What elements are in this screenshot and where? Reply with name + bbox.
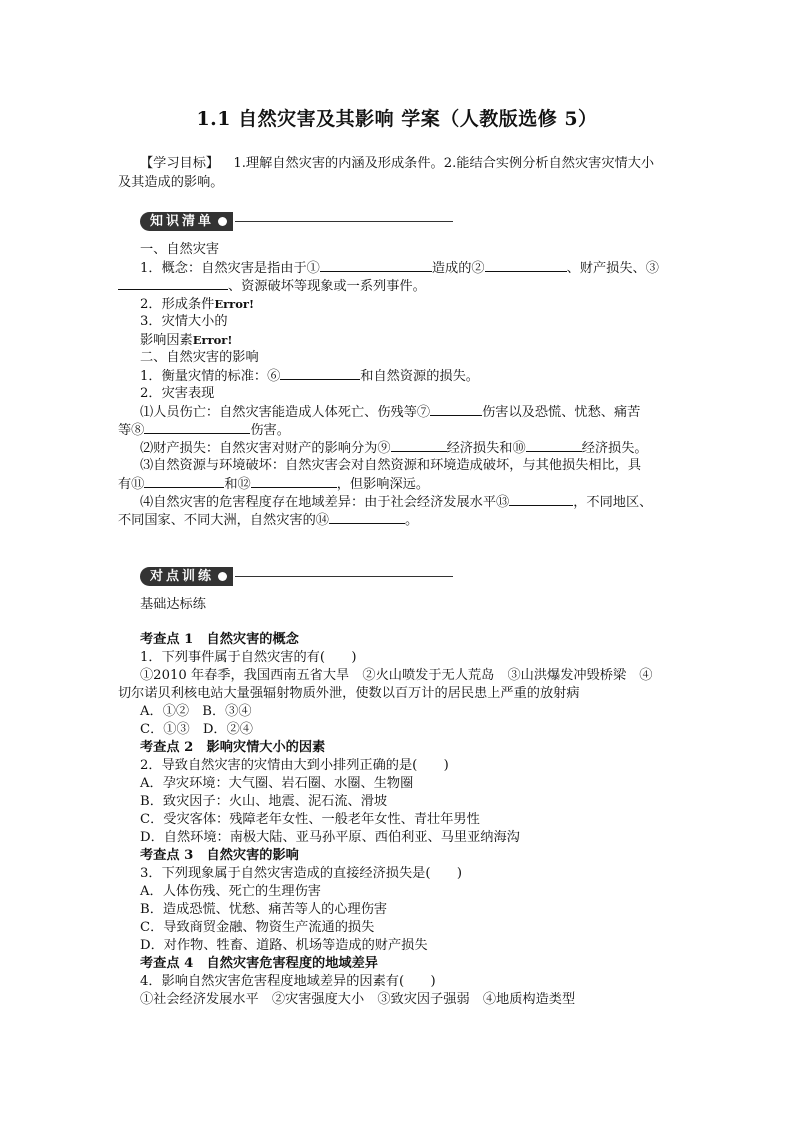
blank-12 [251, 475, 337, 488]
objectives-text-1: 1.理解自然灾害的内涵及形成条件。2.能结合实例分析自然灾害灾情大小 [233, 156, 655, 171]
blank-2 [485, 259, 567, 272]
concept-line-2: 、资源破坏等现象或一系列事件。 [118, 277, 688, 296]
heading-disaster-impact: 二、自然灾害的影响 [140, 350, 259, 365]
question-4: 4．影响自然灾害危害程度地域差异的因素有( ) [140, 974, 436, 989]
question-3-choice-b: B．造成恐慌、忧愁、痛苦等人的心理伤害 [140, 902, 388, 917]
blank-10 [526, 439, 582, 452]
question-1-options-line-1: ①2010 年春季，我国西南五省大旱 ②火山喷发于无人荒岛 ③山洪爆发冲毁桥梁 ④ [140, 668, 653, 683]
disaster-manifestation: 2．灾害表现 [140, 386, 215, 401]
checkpoint-1: 考查点 1 自然灾害的概念 [140, 632, 299, 647]
blank-13 [509, 493, 573, 506]
section-divider [235, 221, 453, 222]
blank-7 [430, 403, 482, 416]
heading-natural-disaster: 一、自然灾害 [140, 242, 220, 257]
objectives-label: 【学习目标】 [140, 156, 220, 171]
concept-line-1: 1．概念：自然灾害是指由于① 造成的② 、财产损失、③ [140, 261, 659, 276]
measure-standard-line: 1．衡量灾情的标准：⑥ 和自然资源的损失。 [140, 369, 479, 384]
formation-conditions: 2．形成条件Error! [140, 297, 254, 312]
section-header-practice [140, 566, 453, 586]
question-3-choice-d: D．对作物、牲畜、道路、机场等造成的财产损失 [140, 938, 428, 953]
disaster-factors-line-1: 3．灾情大小的 [140, 314, 228, 329]
regional-difference-line-1: ⑷自然灾害的危害程度存在地域差异：由于社会经济发展水平⑬ ，不同地区、 [140, 495, 653, 510]
blank-6 [280, 367, 360, 380]
error-text: Error! [192, 333, 233, 347]
error-text: Error! [214, 297, 254, 311]
casualties-line-1: ⑴人员伤亡：自然灾害能造成人体死亡、伤残等⑦ 伤害以及恐慌、忧愁、痛苦 [140, 405, 641, 420]
bullet-dot-icon [218, 572, 227, 581]
question-3-choice-c: C．导致商贸金融、物资生产流通的损失 [140, 920, 375, 935]
question-1-choices-cd: C．①③ D．②④ [140, 722, 253, 737]
section-title-practice: 对点训练 [150, 568, 215, 584]
blank-9 [391, 439, 447, 452]
question-2-choice-c: C．受灾客体：残障老年女性、一般老年女性、青壮年男性 [140, 812, 480, 827]
section-divider [235, 576, 453, 577]
blank-1 [320, 259, 432, 272]
property-loss-line: ⑵财产损失：自然灾害对财产的影响分为⑨ 经济损失和⑩ 经济损失。 [140, 441, 648, 456]
checkpoint-4: 考查点 4 自然灾害危害程度的地域差异 [140, 956, 378, 971]
question-3: 3．下列现象属于自然灾害造成的直接经济损失是( ) [140, 866, 462, 881]
question-1-choices-ab: A．①② B．③④ [140, 704, 252, 719]
blank-11 [144, 475, 224, 488]
question-1-options-line-2: 切尔诺贝利核电站大量强辐射物质外泄，使数以百万计的居民患上严重的放射病 [118, 686, 580, 701]
blank-14 [329, 511, 405, 524]
objectives-text-2: 及其造成的影响。 [118, 175, 224, 190]
question-1: 1．下列事件属于自然灾害的有( ) [140, 650, 357, 665]
blank-8 [144, 421, 250, 434]
blank-3 [118, 277, 228, 290]
question-4-options: ①社会经济发展水平 ②灾害强度大小 ③致灾因子强弱 ④地质构造类型 [140, 992, 576, 1007]
disaster-factors-line-2: 影响因素Error! [140, 333, 233, 348]
question-2: 2．导致自然灾害的灾情由大到小排列正确的是( ) [140, 758, 449, 773]
section-header-knowledge [140, 211, 453, 231]
bullet-dot-icon [218, 217, 227, 226]
learning-objectives-line-1 [118, 155, 688, 173]
basic-practice-label: 基础达标练 [140, 597, 206, 612]
resource-damage-line-1: ⑶自然资源与环境破坏：自然灾害会对自然资源和环境造成破坏，与其他损失相比，具 [140, 458, 642, 473]
document-title: 1.1 自然灾害及其影响 学案（人教版选修 5） [196, 108, 598, 130]
resource-damage-line-2: 有⑪ 和⑫ ，但影响深远。 [118, 477, 430, 492]
question-2-choice-b: B．致灾因子：火山、地震、泥石流、滑坡 [140, 794, 388, 809]
question-2-choice-a: A．孕灾环境：大气圈、岩石圈、水圈、生物圈 [140, 776, 414, 791]
casualties-line-2: 等⑧ 伤害。 [118, 423, 290, 438]
question-2-choice-d: D．自然环境：南极大陆、亚马孙平原、西伯利亚、马里亚纳海沟 [140, 830, 520, 845]
section-title-knowledge: 知识清单 [150, 213, 215, 229]
regional-difference-line-2: 不同国家、不同大洲，自然灾害的⑭ 。 [118, 513, 419, 528]
question-3-choice-a: A．人体伤残、死亡的生理伤害 [140, 884, 321, 899]
checkpoint-3: 考查点 3 自然灾害的影响 [140, 848, 299, 863]
checkpoint-2: 考查点 2 影响灾情大小的因素 [140, 740, 326, 755]
